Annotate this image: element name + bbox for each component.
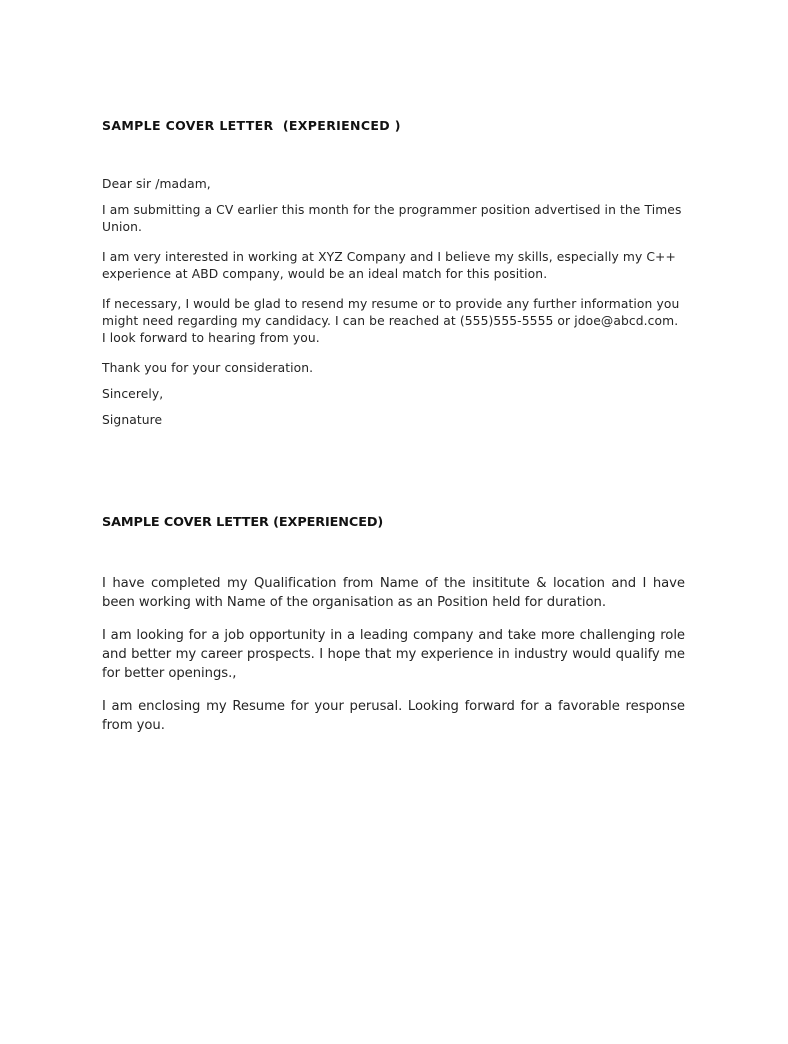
paragraph-submitting-cv: I am submitting a CV earlier this month for the programmer position advertised in the Times Union. bbox=[102, 203, 682, 234]
paragraph-enclosing-resume: I am enclosing my Resume for your perusal. Looking forward for a favorable response from you. bbox=[102, 699, 685, 733]
signature-line: Signature bbox=[102, 413, 163, 427]
closing-sincerely: Sincerely, bbox=[102, 387, 164, 401]
paragraph-interest-skills: I am very interested in working at XYZ Company and I believe my skills, especially my C++ experience at ABD company, would be an ideal match for this position. bbox=[102, 250, 676, 281]
paragraph-contact-info: If necessary, I would be glad to resend my resume or to provide any further information you might need regarding my candidacy. I can be reached at (555)555-5555 or jdoe@abcd.com. I look forward to hearing from you. bbox=[102, 297, 680, 345]
section-one-body bbox=[102, 176, 685, 429]
section-two-heading: SAMPLE COVER LETTER (EXPERIENCED) bbox=[102, 515, 384, 530]
salutation-line: Dear sir /madam, bbox=[102, 177, 211, 191]
paragraph-qualification: I have completed my Qualification from Name of the insititute & location and I have been working with Name of the organisation as an Position held for duration. bbox=[102, 576, 685, 610]
cover-letter-section-two bbox=[102, 515, 685, 735]
section-two-body bbox=[102, 574, 685, 735]
paragraph-job-opportunity: I am looking for a job opportunity in a leading company and take more challenging role and better my career prospects. I hope that my experience in industry would qualify me for better openings., bbox=[102, 628, 685, 681]
paragraph-thank-you: Thank you for your consideration. bbox=[102, 361, 314, 375]
section-one-heading: SAMPLE COVER LETTER (EXPERIENCED ) bbox=[102, 118, 401, 133]
document-content bbox=[102, 118, 685, 735]
cover-letter-section-one bbox=[102, 118, 685, 429]
